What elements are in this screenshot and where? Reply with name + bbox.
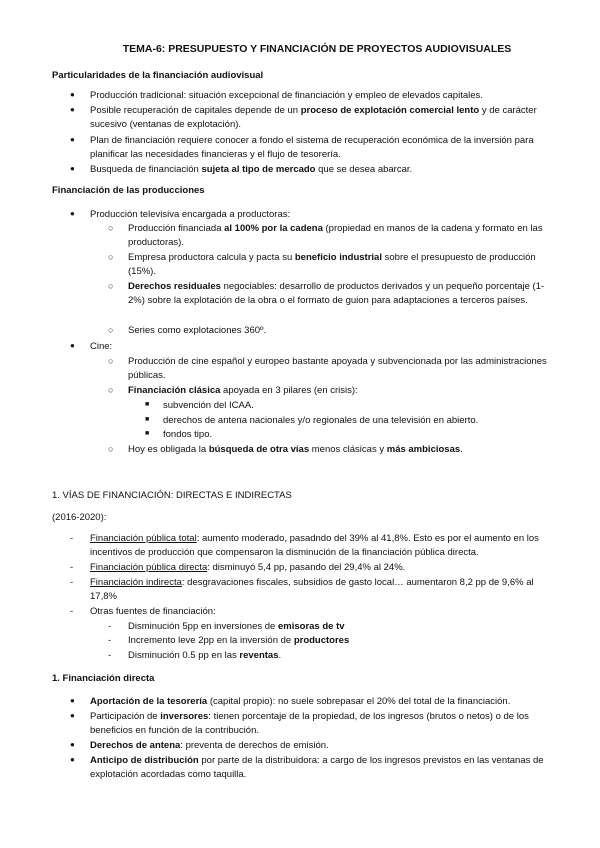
dash-item: - Financiación pública directa: disminuyó 5,4 pp, pasando del 29,4% al 24%.	[70, 562, 406, 573]
circle-marker: ○	[108, 444, 114, 454]
list-item: ● Cine:	[70, 341, 113, 352]
circle-marker: ○	[108, 356, 114, 366]
section-heading: Financiación de las producciones	[52, 185, 205, 196]
circle-marker: ○	[108, 281, 114, 291]
list-item: ● Plan de financiación requiere conocer a fondo el sistema de recuperación económica de la inversión para planificar las necesidades financieras y el flujo de tesorería.	[70, 135, 534, 160]
list-item: ● Producción televisiva encargada a productoras:	[70, 209, 291, 220]
sub-sub-item: ■ derechos de antena nacionales y/o regionales de una televisión en abierto.	[145, 415, 479, 426]
section-heading: 1. VÍAS DE FINANCIACIÓN: DIRECTAS E INDIRECTAS	[52, 490, 292, 501]
list-item: ● Aportación de la tesorería (capital propio): no suele sobrepasar el 20% del total de la financiación.	[70, 696, 511, 707]
period-label: (2016-2020):	[52, 512, 107, 523]
list-item: ● Derechos de antena: preventa de derechos de emisión.	[70, 740, 329, 751]
bullet-marker: ●	[70, 135, 75, 144]
square-marker: ■	[145, 401, 150, 408]
dash-item: - Otras fuentes de financiación:	[70, 606, 216, 617]
list-item: ● Posible recuperación de capitales depende de un proceso de explotación comercial lento y de carácter sucesivo (ventanas de explotación).	[70, 105, 537, 130]
sub-dash-item: - Incremento leve 2pp en la inversión de productores	[108, 635, 350, 646]
dash-item: - Financiación pública total: aumento moderado, pasadndo del 39% al 41,8%. Esto es por el aumento en los incentivos de producción que compensaron la disminución de la financiación pública directa.	[70, 533, 539, 558]
sub-item: ○ Derechos residuales negociables: desarrollo de productos derivados y un pequeño porcentaje (1-2%) sobre la explotación de la obra o el formato de guion para adaptaciones a terceros países.	[108, 281, 545, 306]
bullet-marker: ●	[70, 696, 75, 705]
section-heading: Particularidades de la financiación audiovisual	[52, 70, 264, 81]
bullet-marker: ●	[70, 209, 75, 218]
list-item: ● Busqueda de financiación sujeta al tipo de mercado que se desea abarcar.	[70, 164, 413, 175]
circle-marker: ○	[108, 223, 114, 233]
sub-item: ○ Financiación clásica apoyada en 3 pilares (en crisis):	[108, 385, 358, 396]
bullet-marker: ●	[70, 341, 75, 350]
sub-item: ○ Hoy es obligada la búsqueda de otra vías menos clásicas y más ambiciosas.	[108, 444, 463, 455]
section-heading: 1. Financiación directa	[52, 673, 155, 684]
dash-marker: -	[108, 650, 112, 661]
sub-dash-item: - Disminución 0.5 pp en las reventas.	[108, 650, 282, 661]
square-marker: ■	[145, 430, 150, 437]
sub-dash-item: - Disminución 5pp en inversiones de emisoras de tv	[108, 621, 345, 632]
circle-marker: ○	[108, 385, 114, 395]
dash-marker: -	[70, 606, 74, 617]
bullet-marker: ●	[70, 164, 75, 173]
dash-marker: -	[70, 562, 74, 573]
bullet-marker: ●	[70, 740, 75, 749]
bullet-marker: ●	[70, 711, 75, 720]
bullet-marker: ●	[70, 105, 75, 114]
square-marker: ■	[145, 416, 150, 423]
sub-item: ○ Empresa productora calcula y pacta su beneficio industrial sobre el presupuesto de producción (15%).	[108, 252, 536, 277]
dash-marker: -	[108, 621, 112, 632]
bullet-marker: ●	[70, 90, 75, 99]
list-item: ● Anticipo de distribución por parte de la distribuidora: a cargo de los ingresos previstos en las ventanas de explotación acordadas como taquilla.	[70, 755, 544, 780]
list-item: ● Producción tradicional: situación excepcional de financiación y empleo de elevados capitales.	[70, 90, 483, 101]
sub-item: ○ Producción de cine español y europeo bastante apoyada y subvencionada por las administraciones públicas.	[108, 356, 547, 381]
list-item: ● Participación de inversores: tienen porcentaje de la propiedad, de los ingresos (brutos o netos) o de los beneficios en función de la contribución.	[70, 711, 529, 736]
sub-sub-item: ■ subvención del ICAA.	[145, 400, 254, 411]
sub-item: ○ Producción financiada al 100% por la cadena (propiedad en manos de la cadena y formato en las productoras).	[108, 223, 543, 248]
bullet-marker: ●	[70, 755, 75, 764]
circle-marker: ○	[108, 325, 114, 335]
sub-item: ○ Series como explotaciones 360º.	[108, 325, 267, 336]
dash-marker: -	[108, 635, 112, 646]
dash-marker: -	[70, 577, 74, 588]
sub-sub-item: ■ fondos tipo.	[145, 429, 213, 440]
circle-marker: ○	[108, 252, 114, 262]
page-title: TEMA-6: PRESUPUESTO Y FINANCIACIÓN DE PROYECTOS AUDIOVISUALES	[122, 43, 512, 55]
dash-item: - Financiación indirecta: desgravaciones fiscales, subsidios de gasto local… aumentaron 8,2 pp de 9,6% al 17,8%	[70, 577, 534, 602]
dash-marker: -	[70, 533, 74, 544]
